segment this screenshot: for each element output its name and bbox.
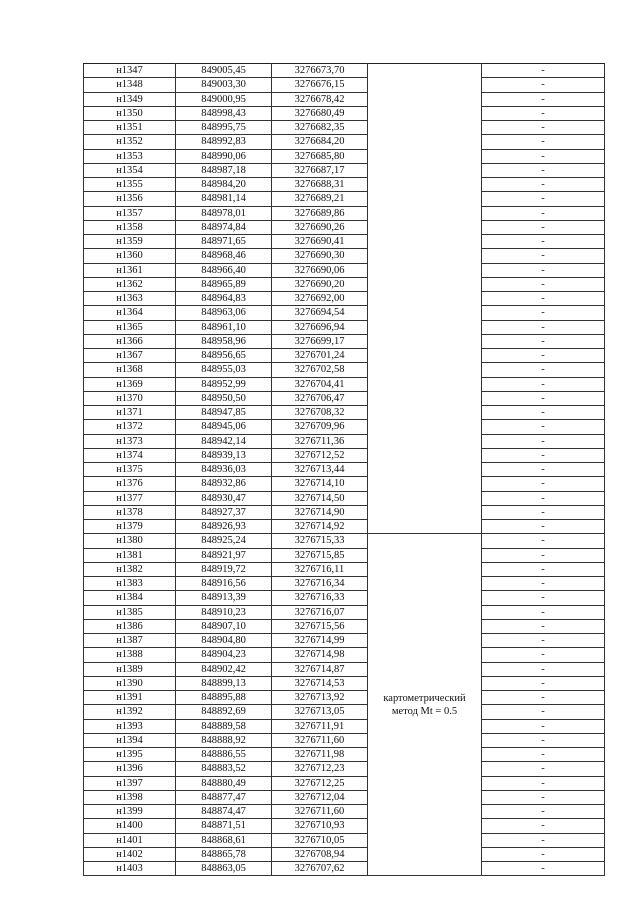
x-coordinate-cell: 848947,85 (176, 406, 272, 420)
y-coordinate-cell: 3276716,11 (272, 562, 368, 576)
table-row (84, 862, 605, 876)
table-row (84, 505, 605, 519)
y-coordinate-cell: 3276712,25 (272, 776, 368, 790)
accuracy-cell: - (482, 178, 605, 192)
accuracy-cell: - (482, 591, 605, 605)
accuracy-cell: - (482, 505, 605, 519)
table-row (84, 249, 605, 263)
method-label-line-2: метод Mt = 0.5 (391, 705, 458, 717)
y-coordinate-cell: 3276712,52 (272, 448, 368, 462)
accuracy-cell: - (482, 562, 605, 576)
y-coordinate-cell: 3276716,34 (272, 577, 368, 591)
y-coordinate-cell: 3276714,92 (272, 520, 368, 534)
table-row (84, 220, 605, 234)
y-coordinate-cell: 3276712,23 (272, 762, 368, 776)
x-coordinate-cell: 848984,20 (176, 178, 272, 192)
point-cell: н1394 (84, 733, 176, 747)
table-row (84, 121, 605, 135)
table-row (84, 420, 605, 434)
method-cell-block-1 (368, 64, 482, 534)
x-coordinate-cell: 848880,49 (176, 776, 272, 790)
y-coordinate-cell: 3276713,05 (272, 705, 368, 719)
accuracy-cell: - (482, 819, 605, 833)
point-cell: н1378 (84, 505, 176, 519)
table-row (84, 306, 605, 320)
accuracy-cell: - (482, 235, 605, 249)
x-coordinate-cell: 848902,42 (176, 662, 272, 676)
accuracy-cell: - (482, 790, 605, 804)
table-row (84, 349, 605, 363)
y-coordinate-cell: 3276706,47 (272, 391, 368, 405)
point-cell: н1359 (84, 235, 176, 249)
y-coordinate-cell: 3276687,17 (272, 163, 368, 177)
accuracy-cell: - (482, 534, 605, 548)
point-cell: н1350 (84, 106, 176, 120)
method-label-line-1: картометрический (383, 692, 466, 704)
accuracy-cell: - (482, 92, 605, 106)
table-row (84, 206, 605, 220)
accuracy-cell: - (482, 121, 605, 135)
coordinates-table (83, 63, 605, 876)
point-cell: н1349 (84, 92, 176, 106)
table-row (84, 847, 605, 861)
table-row (84, 92, 605, 106)
table-row (84, 662, 605, 676)
point-cell: н1353 (84, 149, 176, 163)
y-coordinate-cell: 3276690,06 (272, 263, 368, 277)
table-row (84, 448, 605, 462)
accuracy-cell: - (482, 391, 605, 405)
table-row (84, 235, 605, 249)
table-row (84, 733, 605, 747)
y-coordinate-cell: 3276716,07 (272, 605, 368, 619)
y-coordinate-cell: 3276711,60 (272, 805, 368, 819)
accuracy-cell: - (482, 491, 605, 505)
y-coordinate-cell: 3276711,36 (272, 434, 368, 448)
y-coordinate-cell: 3276704,41 (272, 377, 368, 391)
accuracy-cell: - (482, 78, 605, 92)
table-row (84, 805, 605, 819)
x-coordinate-cell: 848892,69 (176, 705, 272, 719)
point-cell: н1364 (84, 306, 176, 320)
x-coordinate-cell: 848904,23 (176, 648, 272, 662)
table-row (84, 705, 605, 719)
x-coordinate-cell: 848888,92 (176, 733, 272, 747)
y-coordinate-cell: 3276711,91 (272, 719, 368, 733)
accuracy-cell: - (482, 577, 605, 591)
table-row (84, 64, 605, 78)
point-cell: н1376 (84, 477, 176, 491)
accuracy-cell: - (482, 106, 605, 120)
y-coordinate-cell: 3276714,10 (272, 477, 368, 491)
x-coordinate-cell: 849003,30 (176, 78, 272, 92)
accuracy-cell: - (482, 548, 605, 562)
table-row (84, 562, 605, 576)
x-coordinate-cell: 848995,75 (176, 121, 272, 135)
table-row (84, 534, 605, 548)
y-coordinate-cell: 3276709,96 (272, 420, 368, 434)
x-coordinate-cell: 848921,97 (176, 548, 272, 562)
accuracy-cell: - (482, 306, 605, 320)
accuracy-cell: - (482, 135, 605, 149)
point-cell: н1392 (84, 705, 176, 719)
y-coordinate-cell: 3276714,99 (272, 634, 368, 648)
y-coordinate-cell: 3276689,86 (272, 206, 368, 220)
point-cell: н1398 (84, 790, 176, 804)
accuracy-cell: - (482, 320, 605, 334)
y-coordinate-cell: 3276714,90 (272, 505, 368, 519)
y-coordinate-cell: 3276710,93 (272, 819, 368, 833)
y-coordinate-cell: 3276715,33 (272, 534, 368, 548)
y-coordinate-cell: 3276713,92 (272, 691, 368, 705)
table-row (84, 790, 605, 804)
y-coordinate-cell: 3276715,85 (272, 548, 368, 562)
x-coordinate-cell: 848877,47 (176, 790, 272, 804)
coordinates-table-body (84, 64, 605, 876)
y-coordinate-cell: 3276714,98 (272, 648, 368, 662)
accuracy-cell: - (482, 719, 605, 733)
point-cell: н1360 (84, 249, 176, 263)
y-coordinate-cell: 3276707,62 (272, 862, 368, 876)
x-coordinate-cell: 848883,52 (176, 762, 272, 776)
table-row (84, 762, 605, 776)
accuracy-cell: - (482, 163, 605, 177)
x-coordinate-cell: 848963,06 (176, 306, 272, 320)
table-row (84, 106, 605, 120)
x-coordinate-cell: 848904,80 (176, 634, 272, 648)
table-row (84, 163, 605, 177)
accuracy-cell: - (482, 520, 605, 534)
table-row (84, 491, 605, 505)
table-row (84, 520, 605, 534)
accuracy-cell: - (482, 220, 605, 234)
table-row (84, 377, 605, 391)
x-coordinate-cell: 848925,24 (176, 534, 272, 548)
point-cell: н1374 (84, 448, 176, 462)
point-cell: н1361 (84, 263, 176, 277)
y-coordinate-cell: 3276714,53 (272, 676, 368, 690)
accuracy-cell: - (482, 662, 605, 676)
table-row (84, 277, 605, 291)
accuracy-cell: - (482, 292, 605, 306)
point-cell: н1388 (84, 648, 176, 662)
table-row (84, 192, 605, 206)
accuracy-cell: - (482, 733, 605, 747)
accuracy-cell: - (482, 705, 605, 719)
table-row (84, 463, 605, 477)
x-coordinate-cell: 848863,05 (176, 862, 272, 876)
x-coordinate-cell: 848956,65 (176, 349, 272, 363)
point-cell: н1390 (84, 676, 176, 690)
point-cell: н1397 (84, 776, 176, 790)
x-coordinate-cell: 848961,10 (176, 320, 272, 334)
y-coordinate-cell: 3276689,21 (272, 192, 368, 206)
accuracy-cell: - (482, 776, 605, 790)
x-coordinate-cell: 848907,10 (176, 619, 272, 633)
table-row (84, 320, 605, 334)
table-row (84, 334, 605, 348)
x-coordinate-cell: 848958,96 (176, 334, 272, 348)
y-coordinate-cell: 3276678,42 (272, 92, 368, 106)
y-coordinate-cell: 3276676,15 (272, 78, 368, 92)
accuracy-cell: - (482, 249, 605, 263)
x-coordinate-cell: 848930,47 (176, 491, 272, 505)
x-coordinate-cell: 848974,84 (176, 220, 272, 234)
point-cell: н1348 (84, 78, 176, 92)
table-row (84, 135, 605, 149)
point-cell: н1382 (84, 562, 176, 576)
x-coordinate-cell: 848955,03 (176, 363, 272, 377)
point-cell: н1386 (84, 619, 176, 633)
y-coordinate-cell: 3276696,94 (272, 320, 368, 334)
x-coordinate-cell: 848874,47 (176, 805, 272, 819)
x-coordinate-cell: 848889,58 (176, 719, 272, 733)
y-coordinate-cell: 3276690,26 (272, 220, 368, 234)
point-cell: н1367 (84, 349, 176, 363)
accuracy-cell: - (482, 363, 605, 377)
point-cell: н1381 (84, 548, 176, 562)
accuracy-cell: - (482, 64, 605, 78)
accuracy-cell: - (482, 619, 605, 633)
accuracy-cell: - (482, 862, 605, 876)
table-row (84, 676, 605, 690)
y-coordinate-cell: 3276690,20 (272, 277, 368, 291)
x-coordinate-cell: 848919,72 (176, 562, 272, 576)
accuracy-cell: - (482, 847, 605, 861)
y-coordinate-cell: 3276711,60 (272, 733, 368, 747)
point-cell: н1355 (84, 178, 176, 192)
table-row (84, 748, 605, 762)
x-coordinate-cell: 848886,55 (176, 748, 272, 762)
accuracy-cell: - (482, 434, 605, 448)
accuracy-cell: - (482, 406, 605, 420)
x-coordinate-cell: 848945,06 (176, 420, 272, 434)
x-coordinate-cell: 848990,06 (176, 149, 272, 163)
table-row (84, 648, 605, 662)
point-cell: н1402 (84, 847, 176, 861)
x-coordinate-cell: 849000,95 (176, 92, 272, 106)
y-coordinate-cell: 3276685,80 (272, 149, 368, 163)
point-cell: н1401 (84, 833, 176, 847)
y-coordinate-cell: 3276701,24 (272, 349, 368, 363)
y-coordinate-cell: 3276680,49 (272, 106, 368, 120)
accuracy-cell: - (482, 477, 605, 491)
table-row (84, 178, 605, 192)
y-coordinate-cell: 3276708,32 (272, 406, 368, 420)
point-cell: н1356 (84, 192, 176, 206)
x-coordinate-cell: 848936,03 (176, 463, 272, 477)
x-coordinate-cell: 848998,43 (176, 106, 272, 120)
accuracy-cell: - (482, 349, 605, 363)
y-coordinate-cell: 3276711,98 (272, 748, 368, 762)
y-coordinate-cell: 3276692,00 (272, 292, 368, 306)
y-coordinate-cell: 3276702,58 (272, 363, 368, 377)
y-coordinate-cell: 3276684,20 (272, 135, 368, 149)
y-coordinate-cell: 3276690,30 (272, 249, 368, 263)
x-coordinate-cell: 848939,13 (176, 448, 272, 462)
point-cell: н1380 (84, 534, 176, 548)
table-row (84, 691, 605, 705)
y-coordinate-cell: 3276673,70 (272, 64, 368, 78)
y-coordinate-cell: 3276710,05 (272, 833, 368, 847)
x-coordinate-cell: 848968,46 (176, 249, 272, 263)
point-cell: н1357 (84, 206, 176, 220)
y-coordinate-cell: 3276688,31 (272, 178, 368, 192)
accuracy-cell: - (482, 463, 605, 477)
y-coordinate-cell: 3276715,56 (272, 619, 368, 633)
y-coordinate-cell: 3276713,44 (272, 463, 368, 477)
y-coordinate-cell: 3276682,35 (272, 121, 368, 135)
x-coordinate-cell: 848899,13 (176, 676, 272, 690)
x-coordinate-cell: 848868,61 (176, 833, 272, 847)
x-coordinate-cell: 848910,23 (176, 605, 272, 619)
point-cell: н1399 (84, 805, 176, 819)
table-row (84, 719, 605, 733)
point-cell: н1384 (84, 591, 176, 605)
x-coordinate-cell: 848966,40 (176, 263, 272, 277)
point-cell: н1377 (84, 491, 176, 505)
point-cell: н1391 (84, 691, 176, 705)
accuracy-cell: - (482, 334, 605, 348)
accuracy-cell: - (482, 805, 605, 819)
table-row (84, 548, 605, 562)
point-cell: н1358 (84, 220, 176, 234)
x-coordinate-cell: 848895,88 (176, 691, 272, 705)
y-coordinate-cell: 3276690,41 (272, 235, 368, 249)
point-cell: н1375 (84, 463, 176, 477)
table-row (84, 819, 605, 833)
accuracy-cell: - (482, 206, 605, 220)
x-coordinate-cell: 848981,14 (176, 192, 272, 206)
accuracy-cell: - (482, 377, 605, 391)
accuracy-cell: - (482, 605, 605, 619)
accuracy-cell: - (482, 833, 605, 847)
point-cell: н1370 (84, 391, 176, 405)
accuracy-cell: - (482, 634, 605, 648)
point-cell: н1347 (84, 64, 176, 78)
table-row (84, 477, 605, 491)
point-cell: н1389 (84, 662, 176, 676)
accuracy-cell: - (482, 448, 605, 462)
y-coordinate-cell: 3276712,04 (272, 790, 368, 804)
point-cell: н1387 (84, 634, 176, 648)
x-coordinate-cell: 848952,99 (176, 377, 272, 391)
point-cell: н1351 (84, 121, 176, 135)
x-coordinate-cell: 848913,39 (176, 591, 272, 605)
accuracy-cell: - (482, 149, 605, 163)
point-cell: н1354 (84, 163, 176, 177)
y-coordinate-cell: 3276714,87 (272, 662, 368, 676)
point-cell: н1366 (84, 334, 176, 348)
y-coordinate-cell: 3276708,94 (272, 847, 368, 861)
point-cell: н1368 (84, 363, 176, 377)
accuracy-cell: - (482, 762, 605, 776)
accuracy-cell: - (482, 277, 605, 291)
table-row (84, 263, 605, 277)
accuracy-cell: - (482, 676, 605, 690)
x-coordinate-cell: 848871,51 (176, 819, 272, 833)
table-row (84, 619, 605, 633)
point-cell: н1395 (84, 748, 176, 762)
point-cell: н1372 (84, 420, 176, 434)
table-row (84, 605, 605, 619)
table-row (84, 406, 605, 420)
x-coordinate-cell: 848992,83 (176, 135, 272, 149)
x-coordinate-cell: 848978,01 (176, 206, 272, 220)
table-row (84, 363, 605, 377)
point-cell: н1373 (84, 434, 176, 448)
point-cell: н1352 (84, 135, 176, 149)
table-row (84, 78, 605, 92)
point-cell: н1396 (84, 762, 176, 776)
accuracy-cell: - (482, 648, 605, 662)
method-cell-block-2 (368, 534, 482, 876)
point-cell: н1383 (84, 577, 176, 591)
x-coordinate-cell: 848865,78 (176, 847, 272, 861)
x-coordinate-cell: 848964,83 (176, 292, 272, 306)
point-cell: н1365 (84, 320, 176, 334)
x-coordinate-cell: 849005,45 (176, 64, 272, 78)
point-cell: н1379 (84, 520, 176, 534)
point-cell: н1400 (84, 819, 176, 833)
x-coordinate-cell: 848942,14 (176, 434, 272, 448)
x-coordinate-cell: 848965,89 (176, 277, 272, 291)
table-row (84, 634, 605, 648)
x-coordinate-cell: 848927,37 (176, 505, 272, 519)
point-cell: н1369 (84, 377, 176, 391)
point-cell: н1371 (84, 406, 176, 420)
x-coordinate-cell: 848987,18 (176, 163, 272, 177)
x-coordinate-cell: 848916,56 (176, 577, 272, 591)
accuracy-cell: - (482, 748, 605, 762)
table-row (84, 833, 605, 847)
y-coordinate-cell: 3276699,17 (272, 334, 368, 348)
accuracy-cell: - (482, 192, 605, 206)
point-cell: н1363 (84, 292, 176, 306)
x-coordinate-cell: 848926,93 (176, 520, 272, 534)
x-coordinate-cell: 848932,86 (176, 477, 272, 491)
y-coordinate-cell: 3276714,50 (272, 491, 368, 505)
table-row (84, 292, 605, 306)
table-row (84, 149, 605, 163)
y-coordinate-cell: 3276716,33 (272, 591, 368, 605)
point-cell: н1393 (84, 719, 176, 733)
table-row (84, 591, 605, 605)
x-coordinate-cell: 848950,50 (176, 391, 272, 405)
table-row (84, 776, 605, 790)
point-cell: н1385 (84, 605, 176, 619)
accuracy-cell: - (482, 420, 605, 434)
table-row (84, 577, 605, 591)
table-row (84, 391, 605, 405)
accuracy-cell: - (482, 691, 605, 705)
accuracy-cell: - (482, 263, 605, 277)
point-cell: н1362 (84, 277, 176, 291)
x-coordinate-cell: 848971,65 (176, 235, 272, 249)
point-cell: н1403 (84, 862, 176, 876)
y-coordinate-cell: 3276694,54 (272, 306, 368, 320)
table-row (84, 434, 605, 448)
